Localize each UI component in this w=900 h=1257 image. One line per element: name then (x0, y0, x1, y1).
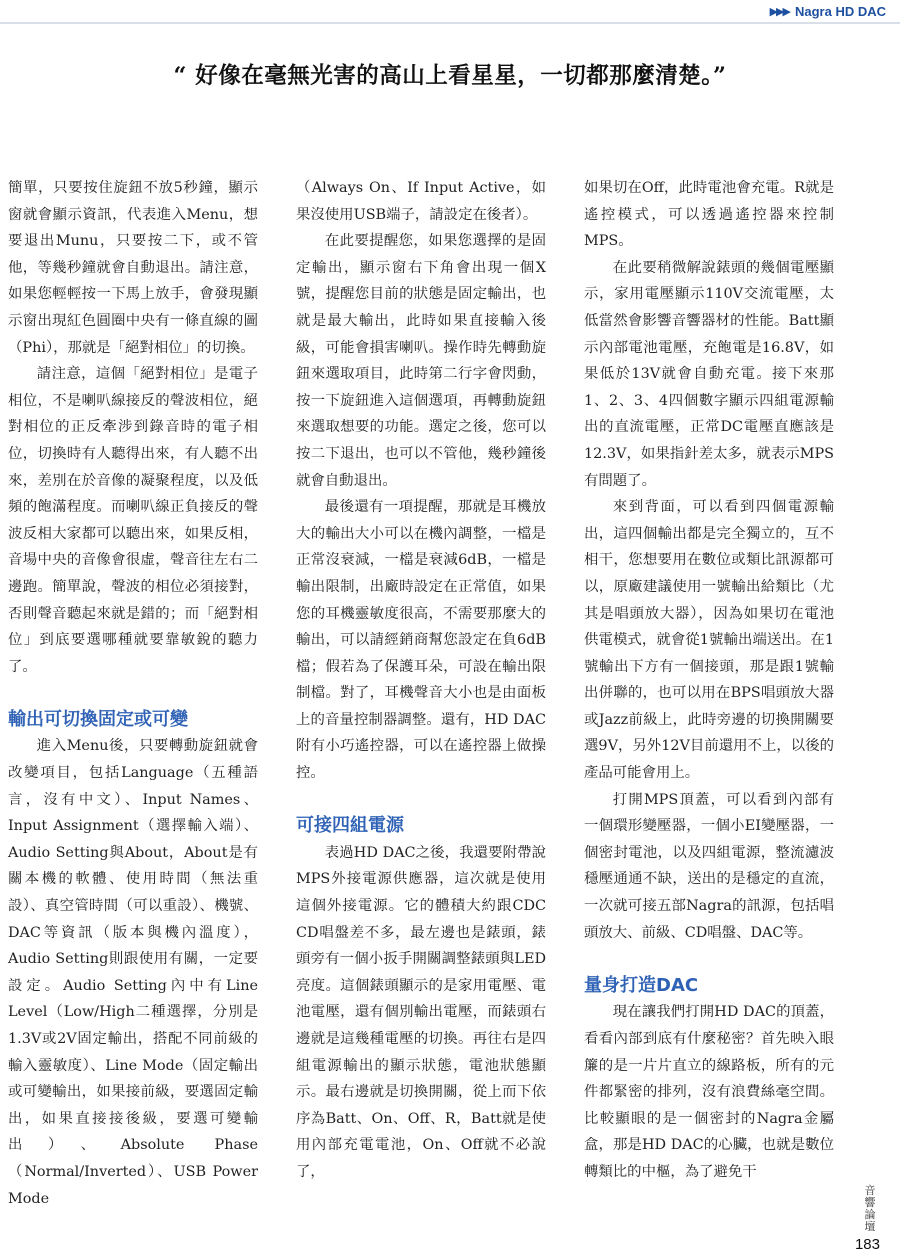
paragraph: 進入Menu後，只要轉動旋鈕就會改變項目，包括Language（五種語言，沒有中文）、Input Names、Input Assignment（選擇輸入端）、Audio Setting與About，About是有關本機的軟體、使用時間（無法重設）、真空管時間（可以重設）、機號、DAC等資訊（版本與機內溫度），Audio Setting則跟使用有關，一定要設定。Audio Setting內中有Line Level（Low/High二種選擇，分別是1.3V或2V固定輸出，搭配不同前級的輸入靈敏度）、Line Mode（固定輸出或可變輸出，如果接前級，要選固定輸出，如果直接接後級，要選可變輸出）、Absolute Phase（Normal/Inverted）、USB Power Mode (8, 738, 258, 1207)
spacer (584, 946, 834, 973)
triple-arrow-icon: ▶▶▶ (769, 4, 789, 18)
magazine-char: 論 (864, 1208, 876, 1221)
section-heading-power: 可接四組電源 (296, 815, 404, 837)
text-column-3 (584, 175, 834, 1186)
text-column-2 (296, 175, 546, 1186)
paragraph: 簡單，只要按住旋鈕不放5秒鐘，顯示窗就會顯示資訊，代表進入Menu，想要退出Munu，只要按二下，或不管他，等幾秒鐘就會自動退出。請注意，如果您輕輕按一下馬上放手，會發現顯示窗出現紅色圓圈中央有一條直線的圖（Phi），那就是「絕對相位」的切換。 (8, 180, 258, 356)
paragraph: 打開MPS頂蓋，可以看到內部有一個環形變壓器，一個小EI變壓器，一個密封電池，以及四組電源，整流濾波穩壓通通不缺，送出的是穩定的直流，一次就可接五部Nagra的訊源，包括唱頭放大、前級、CD唱盤、DAC等。 (584, 791, 834, 941)
paragraph: 如果切在Off，此時電池會充電。R就是遙控模式，可以透過遙控器來控制MPS。 (584, 180, 834, 250)
section-heading-dac: 量身打造DAC (584, 974, 699, 996)
paragraph: 請注意，這個「絕對相位」是電子相位，不是喇叭線接反的聲波相位，絕對相位的正反牽涉到錄音時的電子相位，切換時有人聽得出來，有人聽不出來，差別在於音像的凝聚程度，以及低頻的飽滿程度。而喇叭線正負接反的聲波反相大家都可以聽出來，如果反相，音場中央的音像會很虛，聲音往左右二邊跑。簡單說，聲波的相位必須接對，否則聲音聽起來就是錯的；而「絕對相位」到底要選哪種就要靠敏銳的聽力了。 (8, 366, 258, 675)
magazine-char: 壇 (864, 1220, 876, 1233)
page-number: 183 (854, 1236, 880, 1253)
section-heading-output: 輸出可切換固定或可變 (8, 708, 188, 730)
paragraph: 表過HD DAC之後，我還要附帶說MPS外接電源供應器，這次就是使用這個外接電源。它的體積大約跟CDC CD唱盤差不多，最左邊也是錶頭，錶頭旁有一個小扳手開關調整錶頭與LED亮度。這個錶頭顯示的是家用電壓、電池電壓，還有個別輸出電壓，而錶頭右邊就是這幾種電壓的切換。再往右是四組電源輸出的顯示狀態，電池狀態顯示。最右邊就是切換開關，從上而下依序為Batt、On、Off、R，Batt就是使用內部充電電池，On、Off就不必說了， (296, 844, 546, 1180)
text-column-1 (8, 175, 258, 1212)
paragraph: （Always On、If Input Active，如果沒使用USB端子，請設定在後者）。 (296, 180, 546, 223)
magazine-char: 響 (864, 1196, 876, 1209)
magazine-char: 音 (864, 1184, 876, 1197)
spacer (8, 680, 258, 707)
header-divider (0, 22, 900, 24)
pull-quote: “ 好像在毫無光害的高山上看星星，一切都那麼清楚。” (173, 63, 727, 89)
spacer (296, 787, 546, 814)
running-header (770, 0, 886, 22)
magazine-name-vertical (862, 1185, 878, 1233)
paragraph: 來到背面，可以看到四個電源輸出，這四個輸出都是完全獨立的，互不相干，您想要用在數位或類比訊源都可以，原廠建議使用一號輸出給類比（尤其是唱頭放大器），因為如果切在電池供電模式，就會從1號輸出端送出。在1號輸出下方有一個接頭，那是跟1號輸出併聯的，也可以用在BPS唱頭放大器或Jazz前級上，此時旁邊的切換開關要選9V，另外12V目前還用不上，以後的產品可能會用上。 (584, 499, 834, 782)
paragraph: 在此要稍微解說錶頭的幾個電壓顯示，家用電壓顯示110V交流電壓，太低當然會影響音響器材的性能。Batt顯示內部電池電壓，充飽電是16.8V，如果低於13V就會自動充電。接下來那1、2、3、4四個數字顯示四組電源輸出的直流電壓，正常DC電壓直應該是12.3V，如果指針差太多，就表示MPS有問題了。 (584, 259, 834, 489)
paragraph: 現在讓我們打開HD DAC的頂蓋，看看內部到底有什麼秘密？首先映入眼簾的是一片片直立的線路板，所有的元件都緊密的排列，沒有浪費絲毫空間。比較顯眼的是一個密封的Nagra金屬盒，那是HD DAC的心臟，也就是數位轉類比的中樞，為了避免干 (584, 1004, 834, 1180)
paragraph: 最後還有一項提醒，那就是耳機放大的輸出大小可以在機內調整，一檔是正常沒衰減，一檔是衰減6dB，一檔是輸出限制，出廠時設定在正常值，如果您的耳機靈敏度很高，不需要那麼大的輸出，可以請經銷商幫您設定在負6dB檔；假若為了保護耳朵，可設在輸出限制檔。對了，耳機聲音大小也是由面板上的音量控制器調整。還有，HD DAC附有小巧遙控器，可以在遙控器上做操控。 (296, 499, 546, 782)
paragraph: 在此要提醒您，如果您選擇的是固定輸出，顯示窗右下角會出現一個X號，提醒您目前的狀態是固定輸出，也就是最大輸出，此時如果直接輸入後級，可能會損害喇叭。操作時先轉動旋鈕來選取項目，此時第二行字會閃動，按一下旋鈕進入這個選項，再轉動旋鈕來選取想要的功能。選定之後，您可以按二下退出，也可以不管他，幾秒鐘後就會自動退出。 (296, 233, 546, 489)
running-header-title: Nagra HD DAC (794, 3, 886, 19)
